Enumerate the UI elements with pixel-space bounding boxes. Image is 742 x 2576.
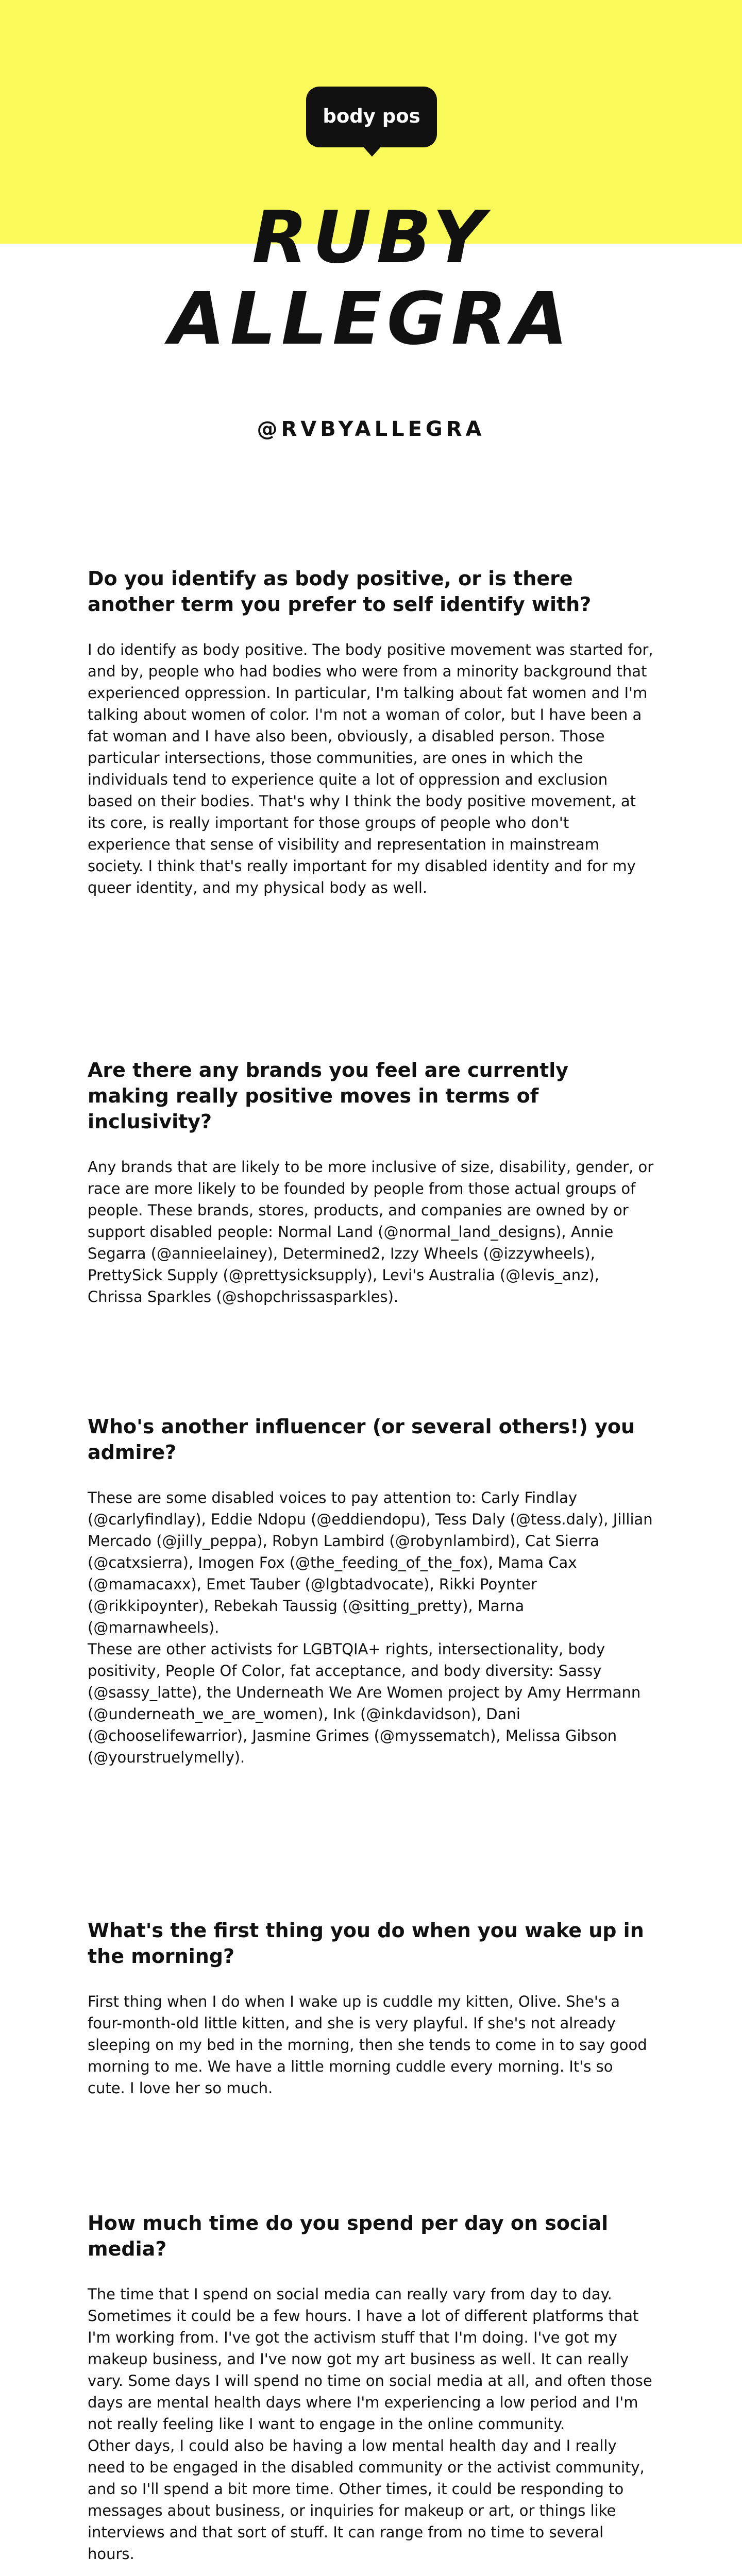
category-tag: body pos xyxy=(306,87,437,147)
qa-block-brands xyxy=(88,1057,654,1308)
qa-block-influencers xyxy=(88,1414,654,1768)
category-tag-pointer xyxy=(363,146,381,157)
question: Are there any brands you feel are currently making really positive moves in terms of inclusivity? xyxy=(88,1059,568,1133)
person-name-line-2: ALLEGRA xyxy=(169,277,573,361)
answer: These are some disabled voices to pay attention to: Carly Findlay (@carlyfindlay), Eddie Ndopu (@eddiendopu), Tess Daly (@tess.daly), Jillian Mercado (@jilly_peppa), Robyn Lambird (@robynlambird), Cat Sierra (@catxsierra), Imogen Fox (@the_feeding_of_the_fox), Mama Cax (@mamacaxx), Emet Tauber (@lgbtadvocate), Rikki Poynter (@rikkipoynter), Rebekah Taussig (@sitting_pretty), Marna (@marnawheels). These are other activists for LGBTQIA+ rights, intersectionality, body positivity, People Of Color, fat acceptance, and body diversity: Sassy (@sassy_latte), the Underneath We Are Women project by Amy Herrmann (@underneath_we_are_women), Ink (@inkdavidson), Dani (@chooselifewarrior), Jasmine Grimes (@myssematch), Melissa Gibson (@yourstruelymelly). xyxy=(88,1489,653,1766)
person-name xyxy=(0,197,742,360)
qa-block-social-media xyxy=(88,2210,654,2565)
qa-block-identity xyxy=(88,566,654,899)
answer: The time that I spend on social media can really vary from day to day. Sometimes it could be a few hours. I have a lot of different platforms that I'm working from. I've got the activism stuff that I'm doing. I've got my makeup business, and I've now got my art business as well. It can really vary. Some days I will spend no time on social media at all, and often those days are mental health days where I'm experiencing a low period and I'm not really feeling like I want to engage in the online community. Other days, I could also be having a low mental health day and I really need to be engaged in the disabled community or the activist community, and so I'll spend a bit more time. Other times, it could be responding to messages about business, or inquiries for makeup or art, or things like interviews and that sort of stuff. It can range from no time to several hours. xyxy=(88,2285,652,2563)
question: What's the first thing you do when you wake up in the morning? xyxy=(88,1919,644,1968)
question: How much time do you spend per day on social media? xyxy=(88,2212,609,2260)
question: Do you identify as body positive, or is there another term you prefer to self identify with? xyxy=(88,567,592,616)
question: Who's another influencer (or several others!) you admire? xyxy=(88,1415,635,1464)
answer: I do identify as body positive. The body positive movement was started for, and by, people who had bodies who were from a minority background that experienced oppression. In particular, I'm talking about fat women and I'm talking about women of color. I'm not a woman of color, but I have been a fat woman and I have also been, obviously, a disabled person. Those particular intersections, those communities, are ones in which the individuals tend to experience quite a lot of oppression and exclusion based on their bodies. That's why I think the body positive movement, at its core, is really important for those groups of people who don't experience that sense of visibility and representation in mainstream society. I think that's really important for my disabled identity and for my queer identity, and my physical body as well. xyxy=(88,641,653,896)
person-name-line-1: RUBY xyxy=(252,196,490,280)
social-handle: @RVBYALLEGRA xyxy=(257,417,485,441)
answer: First thing when I do when I wake up is cuddle my kitten, Olive. She's a four-month-old little kitten, and she is very playful. If she's not already sleeping on my bed in the morning, then she tends to come in to say good morning to me. We have a little morning cuddle every morning. It's so cute. I love her so much. xyxy=(88,1993,647,2097)
answer: Any brands that are likely to be more inclusive of size, disability, gender, or race are more likely to be founded by people from those actual groups of people. These brands, stores, products, and companies are owned by or support disabled people: Normal Land (@normal_land_designs), Annie Segarra (@annieelainey), Determined2, Izzy Wheels (@izzywheels), PrettySick Supply (@prettysicksupply), Levi's Australia (@levis_anz), Chrissa Sparkles (@shopchrissasparkles). xyxy=(88,1158,654,1306)
qa-block-morning xyxy=(88,1918,654,2099)
